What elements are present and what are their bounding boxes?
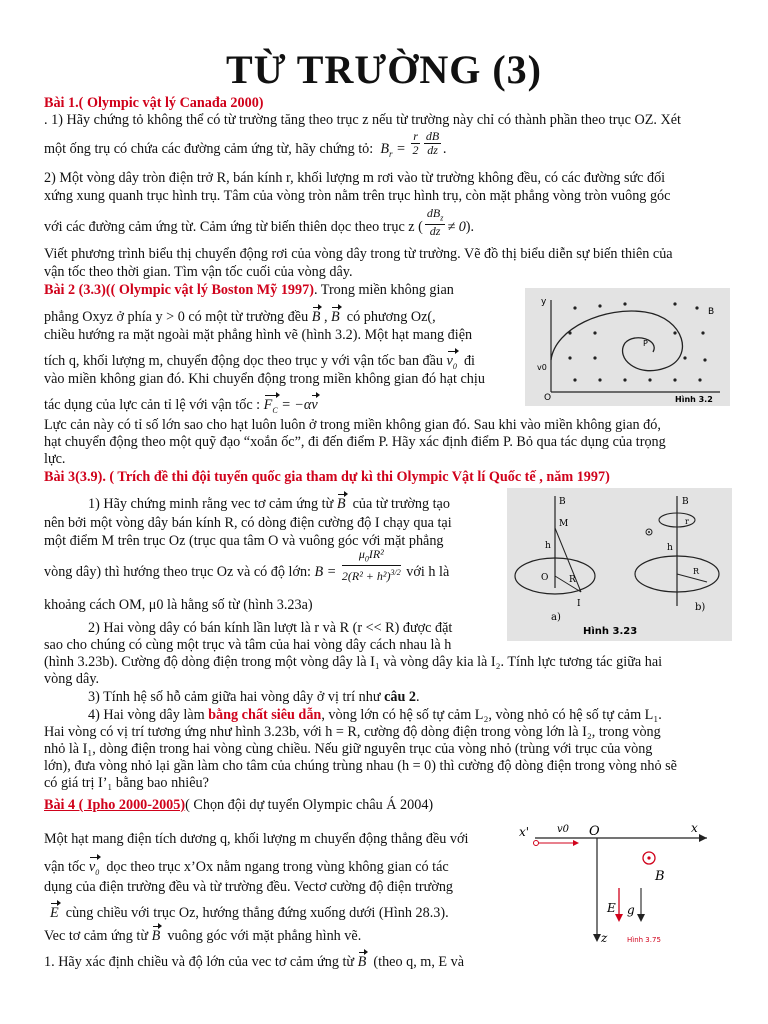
bai1-formula1: $B_r$ = $\frac{r}{2}$ $\frac{dB}{dz}$ . (376, 129, 447, 159)
page-title: TỪ TRƯỜNG (3) (226, 47, 542, 92)
bai1-formula2: $\frac{dB_z}{dz}$ ≠ 0 (426, 206, 466, 239)
bai3-line8: (hình 3.23b). Cường độ dòng điện trong một vòng dây là I₁ và vòng dây kia là I₂. Tính lực tương tác giữa hai (44, 654, 663, 670)
bai3-line7: sao cho chúng có cùng một trục và tâm của hai vòng dây cách nhau là h (44, 637, 452, 653)
svg-text:v0: v0 (537, 363, 547, 372)
bai4-line2: vận tốc $v_0$ dọc theo trục x’Ox nằm ngang trong vùng không gian có tác (44, 855, 449, 881)
figure-3-23 (507, 488, 732, 641)
bai1-line4: xứng xung quanh trục hình trụ. Tâm của vòng tròn nằm trên trục hình trụ, còn mặt phẳng vòng tròn vuông góc (44, 188, 671, 204)
bai2-formula: $F_C = -\alpha v$ (264, 397, 318, 413)
bai3-line2: nên bởi một vòng dây bán kính R, có dòng điện cường độ I chạy qua tại (44, 515, 452, 531)
bai4-line4: E cùng chiều với trục Oz, hướng thẳng đứng xuống dưới (Hình 28.3). (44, 901, 449, 922)
svg-text:E: E (607, 901, 616, 915)
svg-text:O: O (544, 393, 552, 403)
bai3-line12: Hai vòng có vị trí tương ứng như hình 3.23b, với h = R, cường độ dòng điện trong vòng lớn là I₂, trong vòng (44, 724, 661, 740)
svg-text:Hình 3.75: Hình 3.75 (627, 936, 661, 944)
svg-text:P: P (643, 339, 648, 348)
bai1-heading: Bài 1.( Olympic vật lý Canađa 2000) (44, 95, 264, 111)
figure-3-2 (525, 288, 730, 406)
svg-text:B: B (682, 497, 689, 507)
bai1-line5: với các đường cảm ứng từ. Cảm ứng từ biến thiên dọc theo trục z ( $\frac{dB_z}{dz}$ ≠ 0). (44, 206, 475, 239)
svg-text:x: x (691, 821, 698, 835)
svg-text:g: g (627, 903, 635, 917)
bai4-line6: 1. Hãy xác định chiều và độ lớn của vec tơ cảm ứng từ B (theo q, m, E và (44, 950, 464, 971)
bai2-line7: Lực cản này có tỉ số lớn sao cho hạt luôn luôn ở trong miền không gian đó. Sau khi vào miền không gian đó, (44, 417, 661, 433)
svg-text:O: O (589, 824, 600, 839)
svg-text:h: h (667, 543, 673, 553)
svg-text:x': x' (519, 825, 530, 839)
svg-text:R: R (569, 575, 576, 585)
bai3-line13: nhỏ là I₁, dòng điện trong hai vòng cùng chiều. Nếu giữ nguyên trục của vòng nhỏ (trùng với trục của vòng (44, 741, 653, 757)
bai2-line3: chiều hướng ra mặt ngoài mặt phẳng hình vẽ (hình 3.2). Một hạt mang điện (44, 327, 473, 343)
bai2-line2: phẳng Oxyz ở phía y > 0 có một từ trường đều B , B có phương Oz(, (44, 305, 436, 326)
svg-text:B: B (655, 869, 665, 884)
bai3-line1: 1) Hãy chứng minh rằng vec tơ cảm ứng từ B của từ trường tạo (88, 492, 450, 513)
bai3-line15: có giá trị I’₁ bằng bao nhiêu? (44, 775, 209, 791)
bai4-line3: dụng của điện trường đều và từ trường đều. Vectơ cường độ điện trường (44, 879, 454, 895)
svg-text:b): b) (695, 602, 706, 613)
bai2-line5: vào miền không gian đó. Khi chuyển động trong miền không gian đó hạt chịu (44, 371, 485, 387)
bai2-line9: lực. (44, 451, 66, 467)
svg-text:Hình 3.23: Hình 3.23 (583, 626, 638, 637)
bai1-line7: vận tốc theo thời gian. Tìm vận tốc cuối của vòng dây. (44, 264, 353, 280)
bai3-line3: một điểm M trên trục Oz (trục qua tâm O và vuông góc với mặt phẳng (44, 533, 444, 549)
bai3-formula: B = $\frac{\mu_0IR^2}{2(R^2 + h^2)^{3/2}}$ (314, 547, 401, 584)
bai1-line3: 2) Một vòng dây tròn điện trở R, bán kính r, khối lượng m rơi vào từ trường không đều, có các đường sức đối (44, 170, 666, 186)
bai2-line8: hạt chuyển động theo một quỹ đạo “xoắn ốc”, đi đến điểm P. Hãy xác định điểm P. Bỏ qua tác dụng của trọng (44, 434, 666, 450)
svg-text:Hình 3.2: Hình 3.2 (675, 395, 713, 404)
svg-text:a): a) (551, 612, 561, 623)
bai1-line1: . 1) Hãy chứng tỏ không thể có từ trường tăng theo trục z nếu từ trường này chỉ có thành phần theo trục OZ. Xét (44, 112, 681, 128)
svg-text:O: O (541, 573, 549, 583)
svg-text:M: M (559, 519, 569, 529)
svg-text:z: z (601, 931, 608, 945)
bai3-line9: vòng dây. (44, 671, 100, 687)
svg-text:R: R (693, 567, 700, 576)
svg-text:I: I (577, 599, 581, 609)
bai3-line11: 4) Hai vòng dây làm bằng chất siêu dẫn, vòng lớn có hệ số tự cảm L₂, vòng nhỏ có hệ số tự cảm L₁. (88, 707, 662, 723)
bai3-line5: khoảng cách OM, μ0 là hằng số từ (hình 3.23a) (44, 597, 313, 613)
svg-text:v0: v0 (557, 824, 570, 835)
svg-text:h: h (545, 541, 551, 551)
bai1-line2: một ống trụ có chứa các đường cảm ứng từ, hãy chứng tỏ: $B_r$ = $\frac{r}{2}$ $\frac{dB}{dz}$ . (44, 129, 447, 159)
bai4-heading-line: Bài 4 ( Ipho 2000-2005)( Chọn đội dự tuyển Olympic châu Á 2004) (44, 797, 434, 813)
bai3-line14: lớn), đưa vòng nhỏ lại gần làm cho tâm của chúng trùng nhau (h = 0) thì cường độ dòng điện trong vòng nhỏ sẽ (44, 758, 677, 774)
bai2-line1: Bài 2 (3.3)(( Olympic vật lý Boston Mỹ 1997). Trong miền không gian (44, 282, 454, 298)
svg-text:B: B (559, 497, 566, 507)
bai2-line6: tác dụng của lực cản tỉ lệ với vận tốc : $F_C = -\alpha v$ (44, 393, 318, 419)
bai2-line4: tích q, khối lượng m, chuyển động dọc theo trục y với vận tốc ban đầu $v_0$ đi (44, 349, 475, 375)
bai4-line5: Vec tơ cảm ứng từ B vuông góc với mặt phẳng hình vẽ. (44, 924, 361, 945)
bai3-heading: Bài 3(3.9). ( Trích đề thi đội tuyển quốc gia tham dự kì thi Olympic Vật lí Quốc tế , năm 1997) (44, 469, 610, 485)
bai3-line6: 2) Hai vòng dây có bán kính lần lượt là r và R (r << R) được đặt (88, 620, 453, 636)
svg-text:B: B (708, 307, 715, 317)
svg-text:r: r (685, 517, 689, 526)
figure-28-3 (515, 818, 715, 953)
bai3-line4: vòng dây) thì hướng theo trục Oz và có độ lớn: B = $\frac{\mu_0IR^2}{2(R^2 + h^2)^{3/2}}$ với h là (44, 547, 450, 584)
bai1-line6: Viết phương trình biểu thị chuyển động rơi của vòng dây trong từ trường. Vẽ đồ thị biểu diễn sự biến thiên của (44, 246, 673, 262)
bai4-line1: Một hạt mang điện tích dương q, khối lượng m chuyển động thẳng đều với (44, 831, 469, 847)
bai3-line10: 3) Tính hệ số hỗ cảm giữa hai vòng dây ở vị trí như câu 2. (88, 689, 420, 705)
svg-text:y: y (541, 297, 547, 307)
